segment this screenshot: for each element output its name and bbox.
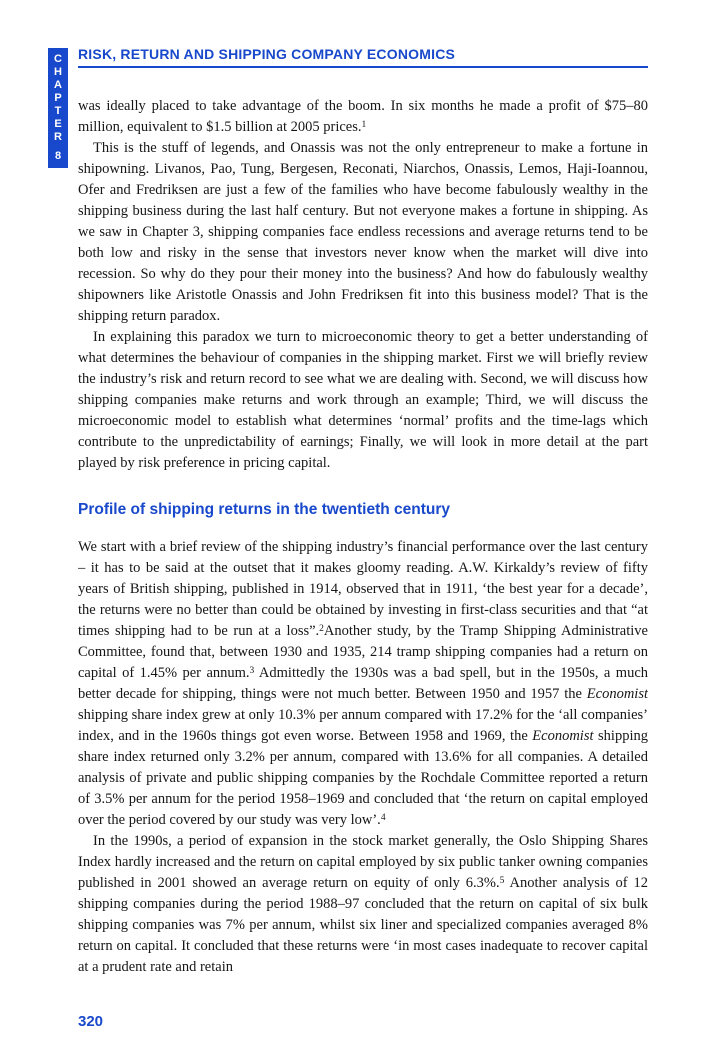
text-run: was ideally placed to take advantage of the boom. In six months he made a profit of $75–80 million, equivalent to $1.5 billion at 2005 prices. bbox=[78, 98, 648, 135]
chapter-tab-letter: A bbox=[54, 79, 62, 91]
chapter-tab-letter: T bbox=[54, 105, 62, 117]
paragraph bbox=[78, 831, 648, 978]
paragraph bbox=[78, 96, 648, 138]
running-head-title: RISK, RETURN AND SHIPPING COMPANY ECONOMICS bbox=[78, 46, 648, 68]
italic-text: Economist bbox=[532, 728, 594, 744]
chapter-tab-letter: C bbox=[54, 53, 62, 65]
chapter-number: 8 bbox=[54, 150, 62, 162]
footnote-marker: 3 bbox=[249, 665, 255, 676]
running-head bbox=[78, 46, 648, 68]
chapter-tab-letter: P bbox=[54, 92, 62, 104]
chapter-tab-letter: E bbox=[54, 118, 62, 130]
text-run: In the 1990s, a period of expansion in the stock market generally, the Oslo Shipping Shares Index hardly increased and the return on capital employed by six public tanker owning companies published in 2001 showed an average return on equity of only 6.3%. bbox=[78, 833, 648, 891]
text-run: Another study, by the Tramp Shipping Administrative Committee, found that, between 1930 and 1935, 214 tramp shipping companies had a return on capital of 1.45% per annum. bbox=[78, 623, 648, 681]
article-body bbox=[78, 96, 648, 1008]
text-run: Another analysis of 12 shipping companies during the period 1988–97 concluded that the return on capital of six bulk shipping companies was 7% per annum, whilst six liner and specialized companies averaged 8% return on capital. It concluded that these returns were ‘in most cases inadequate to recover capital at a prudent rate and retain bbox=[78, 875, 648, 975]
page-number: 320 bbox=[78, 1013, 104, 1030]
paragraph bbox=[78, 537, 648, 831]
text-run: Admittedly the 1930s was a bad spell, but in the 1950s, a much better decade for shipping, things were not much better. Between 1950 and 1957 the bbox=[78, 665, 648, 702]
text-run: In explaining this paradox we turn to microeconomic theory to get a better understanding of what determines the behaviour of companies in the shipping market. First we will briefly review the industry’s risk and return record to see what we are dealing with. Second, we will discuss how shipping companies make returns and work through an example; Third, we will discuss the microeconomic model to establish what determines ‘normal’ profits and the time-lags which contribute to the unpredictability of earnings; Finally, we will look in more detail at the part played by risk preference in pricing capital. bbox=[78, 329, 648, 471]
chapter-tab-letter: R bbox=[54, 131, 62, 143]
text-run: shipping share index grew at only 10.3% per annum compared with 17.2% for the ‘all companies’ index, and in the 1960s things got even worse. Between 1958 and 1969, the bbox=[78, 707, 648, 744]
chapter-tab-letter: H bbox=[54, 66, 62, 78]
paragraph bbox=[78, 327, 648, 474]
paragraph bbox=[78, 138, 648, 327]
section-heading: Profile of shipping returns in the twentieth century bbox=[78, 501, 451, 518]
footnote-marker: 2 bbox=[319, 623, 324, 634]
italic-text: Economist bbox=[586, 686, 648, 702]
chapter-tab bbox=[48, 48, 68, 168]
footnote-marker: 5 bbox=[499, 875, 505, 886]
text-run: This is the stuff of legends, and Onassis was not the only entrepreneur to make a fortune in shipowning. Livanos, Pao, Tung, Bergesen, Reconati, Niarchos, Onassis, Lemos, Haji-Ioannou, Ofer and Fredriksen are just a few of the families who have become fabulously wealthy in the shipping business during the last half century. But not everyone makes a fortune in shipping. As we saw in Chapter 3, shipping companies face endless recessions and average returns tend to be both low and risky in the sense that investors never know when the market will dive into recession. So why do they pour their money into the business? And how do fabulously wealthy shipowners like Aristotle Onassis and John Fredriksen fit into this business model? That is the shipping return paradox. bbox=[78, 140, 648, 324]
footnote-marker: 4 bbox=[380, 812, 386, 823]
text-run: We start with a brief review of the shipping industry’s financial performance over the last century – it has to be said at the outset that it makes gloomy reading. A.W. Kirkaldy’s review of fifty years of British shipping, published in 1914, observed that in 1911, ‘the best year for a decade’, the returns were no better than could be obtained by investing in first-class securities and that “at times shipping had to be run at a loss”. bbox=[78, 539, 648, 639]
text-run: shipping share index returned only 3.2% per annum, compared with 13.6% for all companies. A detailed analysis of private and public shipping companies by the Rochdale Committee reported a return of 3.5% per annum for the period 1958–1969 and concluded that ‘the return on capital employed over the period covered by our study was very low’. bbox=[78, 728, 648, 828]
footnote-marker: 1 bbox=[361, 119, 367, 130]
